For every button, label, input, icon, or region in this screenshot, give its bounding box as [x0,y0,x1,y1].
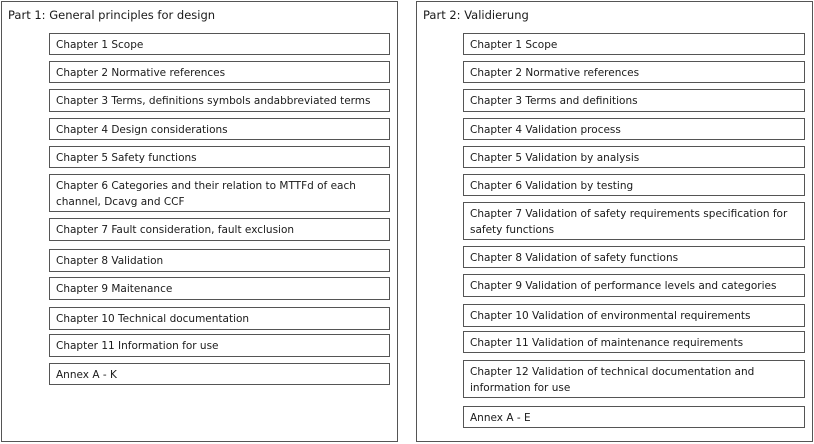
part-1-chapter-9: Chapter 9 Maitenance [49,277,390,300]
part-2-annex: Annex A - E [463,406,805,428]
part-1-chapter-7: Chapter 7 Fault consideration, fault exclusion [49,218,390,241]
part-1-panel [1,1,398,442]
part-1-chapter-1: Chapter 1 Scope [49,33,390,55]
part-2-chapter-11: Chapter 11 Validation of maintenance requirements [463,331,805,353]
part-2-chapter-5: Chapter 5 Validation by analysis [463,146,805,168]
part-1-chapter-6: Chapter 6 Categories and their relation to MTTFd of each channel, Dcavg and CCF [49,174,390,212]
part-2-chapter-9: Chapter 9 Validation of performance levels and categories [463,274,805,297]
part-1-chapter-11: Chapter 11 Information for use [49,334,390,357]
part-2-chapter-6: Chapter 6 Validation by testing [463,174,805,196]
part-2-chapter-7: Chapter 7 Validation of safety requirements specification for safety functions [463,202,805,240]
part-2-chapter-12: Chapter 12 Validation of technical documentation and information for use [463,360,805,398]
part-2-chapter-4: Chapter 4 Validation process [463,118,805,140]
part-1-chapter-10: Chapter 10 Technical documentation [49,307,390,330]
part-2-chapter-10: Chapter 10 Validation of environmental requirements [463,304,805,327]
part-2-chapter-8: Chapter 8 Validation of safety functions [463,246,805,268]
part-2-chapter-1: Chapter 1 Scope [463,33,805,55]
part-1-chapter-2: Chapter 2 Normative references [49,61,390,83]
part-1-chapter-3: Chapter 3 Terms, definitions symbols andabbreviated terms [49,89,390,112]
part-1-chapter-8: Chapter 8 Validation [49,249,390,272]
part-1-chapter-4: Chapter 4 Design considerations [49,118,390,140]
part-2-title: Part 2: Validierung [423,8,529,22]
part-2-chapter-3: Chapter 3 Terms and definitions [463,89,805,112]
part-2-panel [416,1,813,442]
part-2-chapter-2: Chapter 2 Normative references [463,61,805,83]
part-1-chapter-5: Chapter 5 Safety functions [49,146,390,168]
part-1-title: Part 1: General principles for design [8,8,216,22]
part-1-annex: Annex A - K [49,363,390,385]
